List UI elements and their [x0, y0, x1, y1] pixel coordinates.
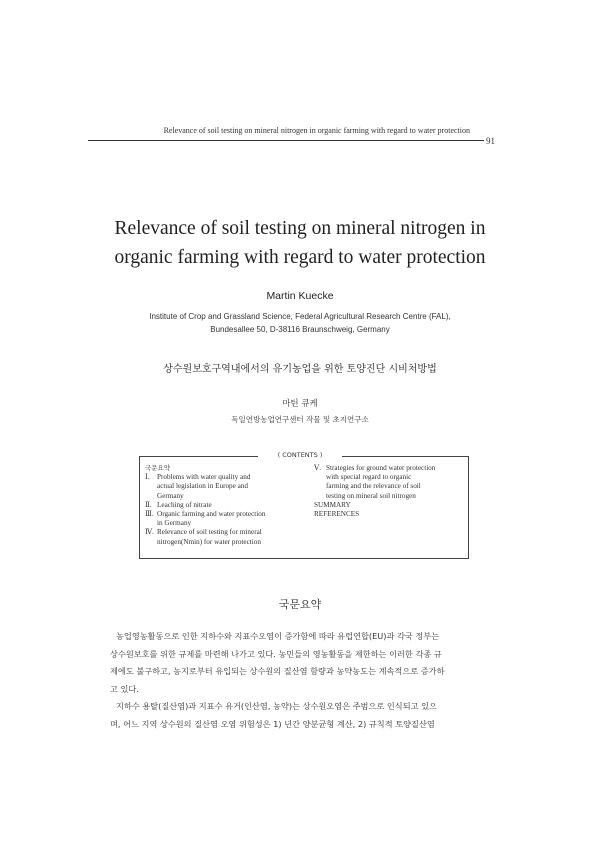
toc-item-number: Ⅰ.	[145, 473, 150, 482]
author-affiliation-line-1: Institute of Crop and Grassland Science, Federal Agricultural Research Centre (FAL),	[149, 312, 451, 321]
title-line-2: organic farming with regard to water protection	[114, 247, 486, 268]
korean-author: 마틴 큐케	[282, 399, 318, 409]
contents-label: ( CONTENTS )	[258, 451, 342, 459]
summary-line: 지하수 용탈(질산염)과 지표수 유거(인산염, 농약)는 상수원오염은 주범으로 인식되고 있으	[116, 701, 437, 711]
author-name: Martin Kuecke	[266, 290, 334, 302]
page-number: 91	[486, 136, 495, 146]
toc-item-label-cont: with special regard to organic	[326, 473, 412, 482]
toc-item-label: REFERENCES	[314, 510, 360, 519]
summary-body	[110, 628, 488, 733]
toc-item	[145, 510, 305, 528]
toc-item-label: SUMMARY	[314, 500, 351, 509]
running-header: Relevance of soil testing on mineral nitrogen in organic farming with regard to water protection	[163, 126, 470, 135]
author-affiliation-line-2: Bundesallee 50, D-38116 Braunschweig, Germany	[210, 325, 390, 334]
toc-item-number: Ⅲ.	[145, 510, 154, 519]
toc-item	[314, 501, 464, 510]
toc-item-label-cont: actual legislation in Europe and	[157, 482, 249, 491]
toc-item-number: Ⅴ.	[314, 464, 321, 472]
toc-item	[145, 528, 305, 546]
toc-item-label: Organic farming and water protection	[157, 510, 266, 519]
toc-item	[145, 501, 305, 510]
toc-item	[145, 473, 305, 501]
summary-line: 상수원보호를 위한 규제를 마련해 나가고 있다. 농민들의 영농활동을 제한하는 이러한 각종 규	[110, 648, 442, 659]
summary-line: 며, 어느 지역 상수원의 질산염 오염 위험성은 1) 년간 양분균형 계산, 2) 규칙적 토양질산염	[110, 718, 435, 729]
toc-item-label-cont: in Germany	[157, 519, 192, 528]
toc-item-label-cont: nitrogen(Nmin) for water protection	[157, 537, 261, 546]
paper-title	[60, 214, 540, 272]
toc-item-number: Ⅳ.	[145, 528, 154, 537]
toc-item-label: Relevance of soil testing for mineral	[157, 528, 262, 537]
summary-line: 농업영농활동으로 인한 지하수와 지표수오염이 증가함에 따라 유럽연합(EU)과 각국 정부는	[116, 631, 440, 641]
summary-line: 제에도 불구하고, 농지로부터 유입되는 상수원의 질산염 함량과 농약농도는 계속적으로 증가하	[110, 666, 445, 676]
summary-heading: 국문요약	[278, 598, 322, 611]
toc-item-label: Strategies for ground water protection	[326, 464, 436, 472]
contents-right-column	[314, 464, 464, 519]
toc-item-label: Problems with water quality and	[157, 473, 251, 482]
toc-item-label: 국문요약	[145, 464, 171, 472]
toc-item	[314, 464, 464, 501]
summary-line: 고 있다.	[110, 683, 139, 694]
toc-item-label-cont: Germany	[157, 491, 184, 500]
header-rule	[88, 140, 484, 141]
contents-left-column	[145, 464, 305, 547]
toc-item-label: Leaching of nitrate	[157, 500, 212, 509]
toc-item-label-cont: farming and the relevance of soil	[326, 482, 421, 491]
toc-item-label-cont: testing on mineral soil nitrogen	[326, 491, 416, 500]
toc-item-number: Ⅱ.	[145, 500, 152, 509]
toc-item	[145, 464, 305, 473]
korean-title: 상수원보호구역내에서의 유기농업을 위한 토양진단 시비처방법	[163, 364, 437, 375]
toc-item	[314, 510, 464, 519]
korean-affiliation: 독일연방농업연구센터 작물 및 초지연구소	[231, 415, 369, 424]
title-line-1: Relevance of soil testing on mineral nitrogen in	[114, 218, 486, 239]
